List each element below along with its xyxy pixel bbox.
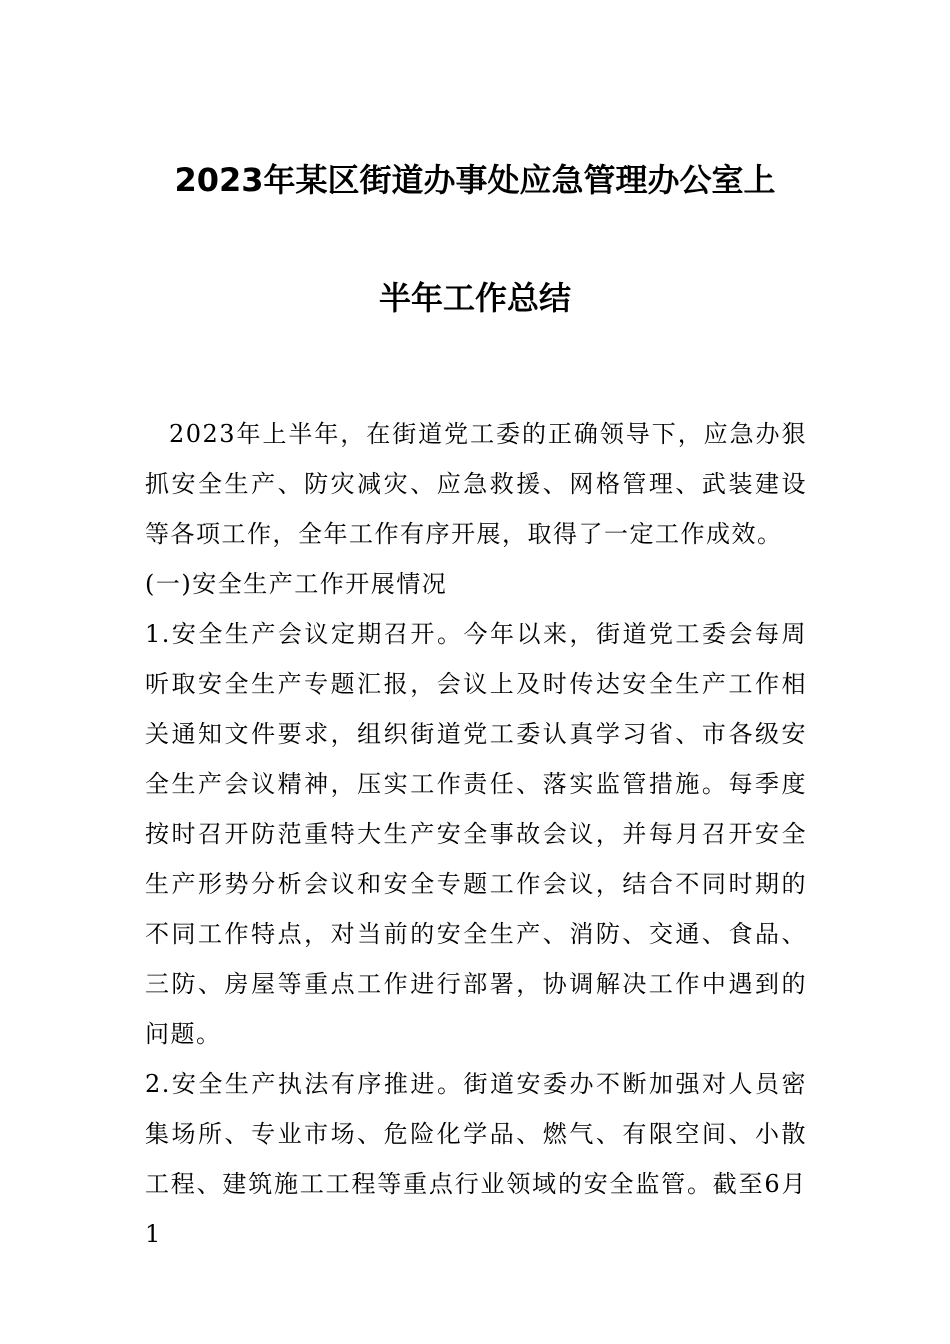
document-title-line-2: 半年工作总结 [378,279,571,317]
intro-paragraph: 2023年上半年，在街道党工委的正确领导下，应急办狠抓安全生产、防灾减灾、应急救援、网格管理、武装建设等各项工作，全年工作有序开展，取得了一定工作成效。 [145,420,807,548]
document-body [145,409,807,1259]
paragraph-safety-meetings: 1.安全生产会议定期召开。今年以来，街道党工委会每周听取安全生产专题汇报，会议上及时传达安全生产工作相关通知文件要求，组织街道党工委认真学习省、市各级安全生产会议精神，压实工作责任、落实监管措施。每季度按时召开防范重特大生产安全事故会议，并每月召开安全生产形势分析会议和安全专题工作会议，结合不同时期的不同工作特点，对当前的安全生产、消防、交通、食品、三防、房屋等重点工作进行部署，协调解决工作中遇到的问题。 [145,620,807,1048]
paragraph-safety-enforcement: 2.安全生产执法有序推进。街道安委办不断加强对人员密集场所、专业市场、危险化学品、燃气、有限空间、小散工程、建筑施工工程等重点行业领域的安全监管。截至6月1 [145,1070,807,1248]
section-heading: (一)安全生产工作开展情况 [145,570,448,598]
document-title-line-1: 2023年某区街道办事处应急管理办公室上 [174,161,776,199]
